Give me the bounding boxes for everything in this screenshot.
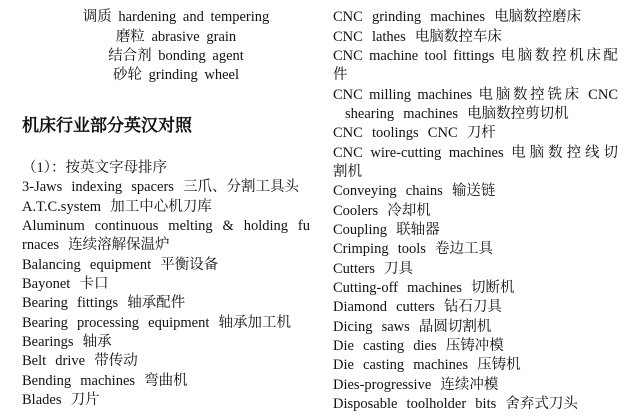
english-term: Bearings [22, 334, 74, 351]
chinese-term: 刀片 [70, 392, 100, 409]
entry-line: 割机 [333, 164, 362, 181]
english-term: Cutters [333, 260, 375, 277]
chinese-term: 切断机 [471, 280, 515, 297]
glossary-entry [333, 279, 618, 298]
english-term: Bending machines [22, 372, 136, 389]
english-term: 3-Jaws indexing spacers [22, 179, 174, 196]
english-term: Bearing fittings [22, 295, 119, 312]
chinese-term: 弯曲机 [144, 372, 188, 389]
glossary-entry [22, 256, 310, 275]
glossary-entry [22, 352, 310, 371]
english-term: Dies-progressive [333, 376, 432, 393]
english-term: Die casting machines [333, 357, 469, 374]
english-term: Cutting-off machines [333, 280, 462, 297]
english-term: Bayonet [22, 276, 71, 293]
entry-line: rnaces 连续溶解保温炉 [22, 237, 170, 254]
glossary-entry [333, 28, 618, 47]
entry-line: CNC wire-cutting machines 电脑数控线切 [333, 144, 618, 161]
intro-term [22, 8, 330, 27]
intro-term [22, 47, 330, 66]
chinese-term: 舍弃式刀头 [505, 396, 578, 413]
chinese-term: CNC 刀杆 [427, 125, 496, 142]
glossary-entry [333, 337, 618, 356]
chinese-term: 电脑数控磨床 [494, 9, 582, 26]
english-term: Crimping tools [333, 241, 426, 258]
english-term: Die casting dies [333, 338, 437, 355]
right-glossary-list [333, 8, 618, 414]
chinese-term: 输送链 [451, 183, 496, 200]
glossary-entry [22, 198, 310, 217]
english-term: Disposable toolholder bits [333, 396, 497, 413]
chinese-term: 平衡设备 [160, 256, 219, 273]
glossary-entry [333, 182, 618, 201]
glossary-entry [333, 395, 618, 414]
glossary-entry [22, 275, 310, 294]
chinese-term: 调质 [82, 9, 112, 26]
english-term: A.T.C.system [22, 198, 102, 215]
glossary-entry [333, 240, 618, 259]
intro-term [22, 28, 330, 47]
chinese-term: 磨粒 [115, 28, 145, 45]
glossary-entry [333, 356, 618, 375]
english-term: Dicing saws [333, 318, 410, 335]
chinese-term: 轴承配件 [127, 295, 186, 312]
entry-line: 件 [333, 67, 348, 84]
entry-line: CNC milling machines 电脑数控铣床 CNC [333, 86, 618, 103]
chinese-term: 轴承 [82, 334, 112, 351]
intro-terms [22, 8, 330, 85]
chinese-term: 带传动 [94, 353, 138, 370]
glossary-entry [333, 376, 618, 395]
glossary-entry [333, 8, 618, 27]
glossary-entry [22, 217, 310, 256]
chinese-term: 卷边工具 [435, 241, 494, 258]
chinese-term: 连续冲模 [440, 376, 499, 393]
english-term: Coolers [333, 202, 379, 219]
left-glossary-list [22, 159, 310, 410]
chinese-term: 冷却机 [387, 202, 431, 219]
intro-term [22, 66, 330, 85]
english-term: grinding wheel [148, 67, 239, 84]
glossary-entry [333, 124, 618, 143]
entry-line: shearing machines 电脑数控剪切机 [345, 106, 569, 123]
entry-line: CNC machine tool fittings 电脑数控机床配 [333, 47, 618, 64]
chinese-term: 晶圆切割机 [418, 318, 492, 335]
glossary-entry [22, 314, 310, 333]
chinese-term: 电脑数控车床 [414, 28, 502, 45]
chinese-term: 结合剂 [108, 47, 152, 64]
glossary-entry [333, 47, 618, 86]
english-term: Coupling [333, 222, 387, 239]
english-term: Blades [22, 392, 62, 409]
chinese-term: 轴承加工机 [218, 314, 291, 331]
english-term: Diamond cutters [333, 299, 435, 316]
chinese-term: 压铸冲模 [445, 338, 504, 355]
glossary-entry [333, 144, 618, 183]
english-term: abrasive grain [151, 28, 237, 45]
english-term: CNC lathes [333, 28, 406, 45]
english-term: hardening and tempering [118, 9, 270, 26]
chinese-term: 压铸机 [477, 357, 521, 374]
chinese-term: 砂轮 [112, 67, 142, 84]
chinese-term: 三爪、分割工具头 [183, 179, 300, 196]
glossary-entry [333, 221, 618, 240]
english-term: Balancing equipment [22, 256, 152, 273]
glossary-entry [333, 86, 618, 125]
glossary-entry [22, 333, 310, 352]
glossary-entry [22, 294, 310, 313]
section-title: 机床行业部分英汉对照 [22, 116, 192, 135]
english-term: CNC grinding machines [333, 9, 485, 26]
entry-line: Aluminum continuous melting & holding fu [22, 218, 310, 235]
chinese-term: 钻石刀具 [443, 299, 502, 316]
english-term: CNC toolings [333, 125, 419, 142]
glossary-entry [333, 298, 618, 317]
glossary-entry [333, 318, 618, 337]
english-term: Bearing processing equipment [22, 314, 210, 331]
glossary-entry [22, 391, 310, 410]
subsection-title: （1）：按英文字母排序 [22, 160, 167, 176]
glossary-entry [22, 178, 310, 197]
glossary-entry [333, 202, 618, 221]
english-term: Belt drive [22, 353, 86, 370]
english-term: Conveying chains [333, 183, 443, 200]
chinese-term: 联轴器 [396, 222, 440, 239]
glossary-entry [333, 260, 618, 279]
glossary-entry [22, 372, 310, 391]
english-term: bonding agent [158, 47, 244, 64]
chinese-term: 刀具 [384, 260, 414, 277]
chinese-term: 加工中心机刀库 [110, 198, 212, 215]
chinese-term: 卡口 [79, 276, 109, 293]
